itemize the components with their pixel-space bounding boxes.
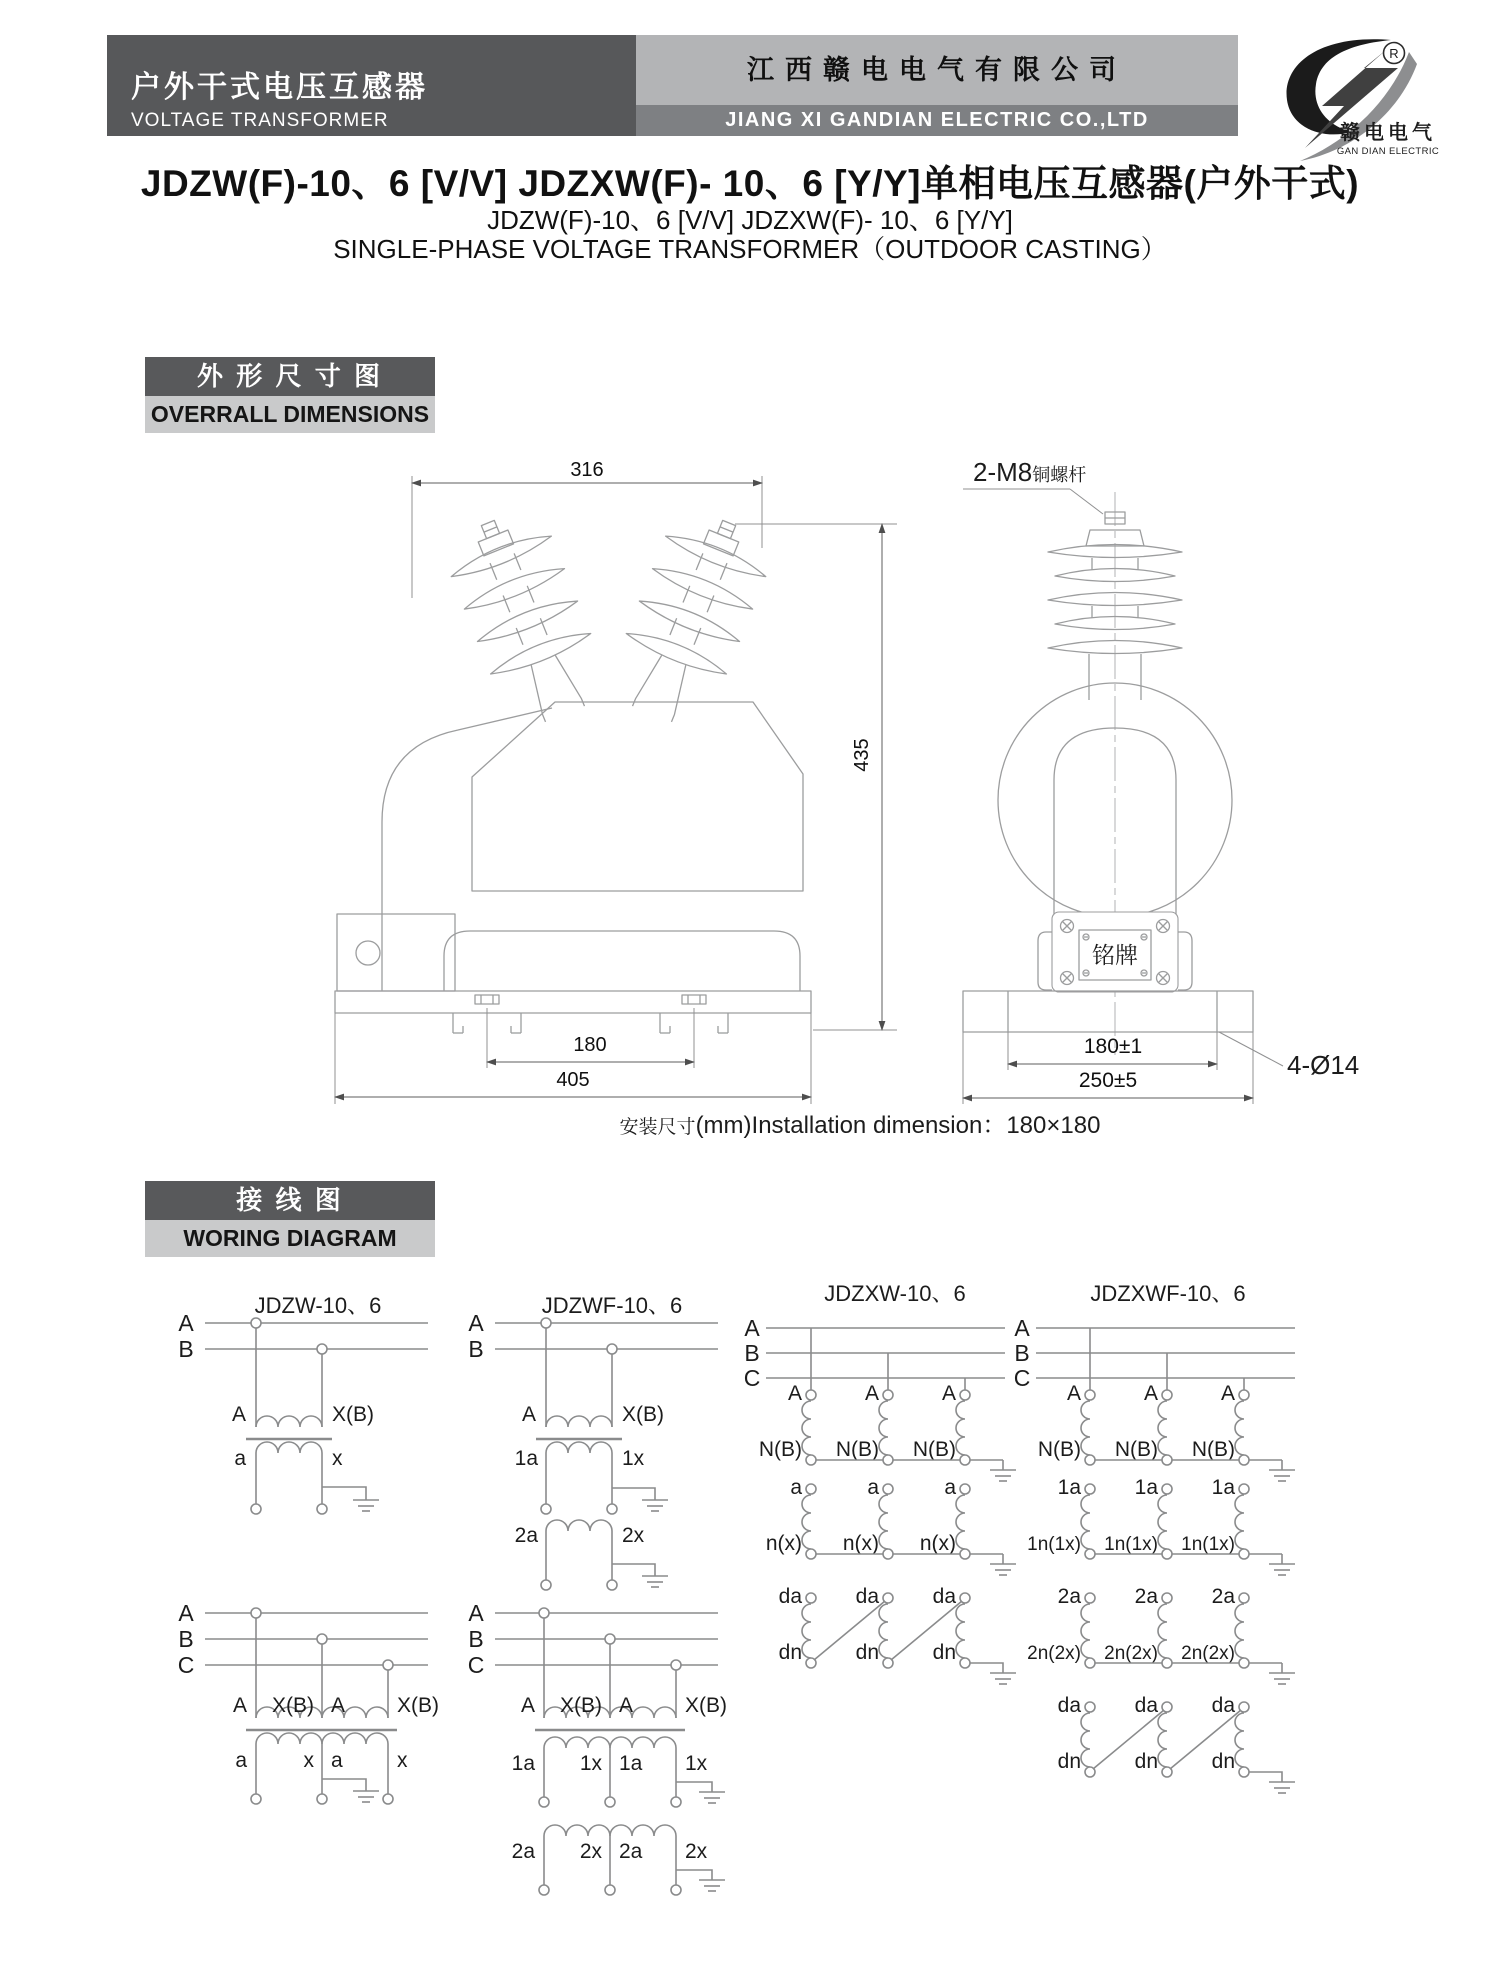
svg-text:1x: 1x xyxy=(622,1447,645,1470)
svg-text:da: da xyxy=(855,1585,879,1608)
svg-text:a: a xyxy=(867,1476,879,1499)
svg-text:dn: dn xyxy=(1211,1750,1235,1773)
svg-text:N(B): N(B) xyxy=(1114,1438,1158,1461)
svg-text:2n(2x): 2n(2x) xyxy=(1027,1643,1081,1664)
svg-text:A: A xyxy=(231,1403,246,1426)
logo-text-en: GAN DIAN ELECTRIC xyxy=(1336,146,1440,157)
svg-text:X(B): X(B) xyxy=(272,1694,314,1717)
svg-text:dn: dn xyxy=(1057,1750,1081,1773)
svg-text:A: A xyxy=(1014,1315,1030,1341)
svg-text:1n(1x): 1n(1x) xyxy=(1181,1534,1235,1555)
svg-text:X(B): X(B) xyxy=(560,1694,602,1717)
svg-text:da: da xyxy=(932,1585,956,1608)
hole-leader xyxy=(1219,1032,1359,1080)
svg-text:N(B): N(B) xyxy=(912,1438,956,1461)
product-title-en: VOLTAGE TRANSFORMER xyxy=(131,110,389,131)
svg-text:A: A xyxy=(331,1694,346,1717)
base-plate-side xyxy=(963,991,1253,1032)
svg-text:B: B xyxy=(468,1336,484,1362)
svg-text:n(x): n(x) xyxy=(765,1532,802,1555)
svg-text:2n(2x): 2n(2x) xyxy=(1104,1643,1158,1664)
transformer-body-front xyxy=(335,702,811,1013)
svg-text:A: A xyxy=(941,1382,956,1405)
svg-text:1a: 1a xyxy=(1211,1476,1235,1499)
svg-text:da: da xyxy=(1211,1694,1235,1717)
insulator-bushing-left xyxy=(438,503,615,734)
diagram-title: JDZW-10、6 xyxy=(254,1293,382,1318)
svg-text:1x: 1x xyxy=(685,1752,708,1775)
svg-text:N(B): N(B) xyxy=(1037,1438,1081,1461)
wiring-diagram-jdzwf xyxy=(468,1293,727,1895)
svg-text:dn: dn xyxy=(778,1641,802,1664)
svg-text:1x: 1x xyxy=(579,1752,602,1775)
svg-text:dn: dn xyxy=(932,1641,956,1664)
svg-text:A: A xyxy=(521,1403,536,1426)
svg-text:2a: 2a xyxy=(511,1840,535,1863)
dimension-180 xyxy=(487,1008,694,1068)
jdzxw-primary-row xyxy=(759,1382,1016,1481)
jdzxwf-aux-row xyxy=(1058,1694,1295,1793)
section-wire-title-zh: 接 线 图 xyxy=(145,1181,435,1220)
diagram-title: JDZWF-10、6 xyxy=(541,1293,683,1318)
svg-text:2a: 2a xyxy=(1057,1585,1081,1608)
svg-text:x: x xyxy=(303,1749,314,1772)
insulator-bushing-right xyxy=(602,503,779,734)
page-subtitle-model: JDZW(F)-10、6 [V/V] JDZXW(F)- 10、6 [Y/Y] xyxy=(487,205,1013,235)
svg-text:n(x): n(x) xyxy=(919,1532,956,1555)
jdzxwf-primary-row xyxy=(1038,1382,1295,1481)
svg-text:2n(2x): 2n(2x) xyxy=(1181,1643,1235,1664)
svg-text:1a: 1a xyxy=(514,1447,538,1470)
svg-text:N(B): N(B) xyxy=(835,1438,879,1461)
svg-text:a: a xyxy=(944,1476,956,1499)
svg-text:x: x xyxy=(332,1447,343,1470)
svg-text:dn: dn xyxy=(855,1641,879,1664)
svg-text:2a: 2a xyxy=(1134,1585,1158,1608)
svg-text:1a: 1a xyxy=(1134,1476,1158,1499)
svg-text:X(B): X(B) xyxy=(332,1403,374,1426)
svg-text:A: A xyxy=(864,1382,879,1405)
svg-text:A: A xyxy=(619,1694,634,1717)
svg-text:A: A xyxy=(1066,1382,1081,1405)
company-name-zh: 江西赣电电气有限公司 xyxy=(636,35,1238,105)
svg-text:x: x xyxy=(397,1749,408,1772)
registered-mark-letter: R xyxy=(1389,46,1399,61)
svg-text:A: A xyxy=(468,1310,484,1336)
svg-text:a: a xyxy=(235,1749,247,1772)
svg-text:2a: 2a xyxy=(514,1524,538,1547)
svg-text:a: a xyxy=(234,1447,246,1470)
svg-text:A: A xyxy=(787,1382,802,1405)
svg-text:dn: dn xyxy=(1134,1750,1158,1773)
svg-text:A: A xyxy=(1220,1382,1235,1405)
diagram-title: JDZXW-10、6 xyxy=(824,1281,966,1306)
svg-text:A: A xyxy=(744,1315,760,1341)
dimension-180-1 xyxy=(1008,1032,1217,1070)
wiring-diagram-jdzw xyxy=(178,1293,439,1804)
svg-text:N(B): N(B) xyxy=(1191,1438,1235,1461)
svg-text:4-Ø14: 4-Ø14 xyxy=(1287,1050,1360,1080)
svg-text:A: A xyxy=(178,1310,194,1336)
svg-text:1a: 1a xyxy=(1057,1476,1081,1499)
svg-text:2a: 2a xyxy=(619,1840,643,1863)
svg-text:N(B): N(B) xyxy=(758,1438,802,1461)
svg-text:405: 405 xyxy=(556,1069,590,1091)
nameplate-label: 铭牌 xyxy=(1092,942,1138,968)
dimension-405 xyxy=(335,1013,811,1104)
svg-text:435: 435 xyxy=(851,738,873,772)
svg-text:da: da xyxy=(778,1585,802,1608)
side-view-drawing xyxy=(963,457,1359,1104)
dimension-435 xyxy=(735,524,897,1030)
nameplate-assembly xyxy=(1038,912,1192,992)
jdzxwf-secondary1-row xyxy=(1027,1476,1295,1575)
svg-text:B: B xyxy=(178,1336,194,1362)
company-logo xyxy=(1287,39,1440,161)
svg-text:C: C xyxy=(1013,1365,1031,1391)
svg-text:1n(1x): 1n(1x) xyxy=(1104,1534,1158,1555)
svg-text:250±5: 250±5 xyxy=(1078,1069,1138,1092)
svg-text:C: C xyxy=(467,1652,485,1678)
svg-text:1a: 1a xyxy=(511,1752,535,1775)
svg-text:C: C xyxy=(743,1365,761,1391)
svg-text:A: A xyxy=(468,1600,484,1626)
svg-text:a: a xyxy=(790,1476,802,1499)
svg-text:2x: 2x xyxy=(579,1840,602,1863)
svg-text:2-M8铜螺杆: 2-M8铜螺杆 xyxy=(973,457,1087,487)
svg-text:da: da xyxy=(1057,1694,1081,1717)
svg-text:C: C xyxy=(177,1652,195,1678)
svg-text:B: B xyxy=(468,1626,484,1652)
terminal-leader xyxy=(963,457,1103,514)
svg-text:180: 180 xyxy=(573,1034,607,1056)
svg-text:2x: 2x xyxy=(622,1524,645,1547)
svg-text:B: B xyxy=(178,1626,194,1652)
jdzxwf-secondary2-row xyxy=(1027,1585,1295,1684)
company-name-en: JIANG XI GANDIAN ELECTRIC CO.,LTD xyxy=(636,105,1238,136)
svg-text:1a: 1a xyxy=(619,1752,643,1775)
svg-text:2a: 2a xyxy=(1211,1585,1235,1608)
svg-text:180±1: 180±1 xyxy=(1083,1035,1143,1058)
svg-text:2x: 2x xyxy=(685,1840,708,1863)
front-view-drawing xyxy=(335,459,897,1104)
svg-text:A: A xyxy=(1143,1382,1158,1405)
section-dim-title-zh: 外 形 尺 寸 图 xyxy=(145,357,435,396)
wiring-diagram-jdzxwf xyxy=(1014,1281,1295,1793)
diagram-title: JDZXWF-10、6 xyxy=(1090,1281,1246,1306)
page-subtitle-en: SINGLE-PHASE VOLTAGE TRANSFORMER（OUTDOOR CASTING） xyxy=(333,234,1167,264)
section-wire-title-en: WORING DIAGRAM xyxy=(145,1220,435,1257)
svg-text:n(x): n(x) xyxy=(842,1532,879,1555)
svg-text:X(B): X(B) xyxy=(397,1694,439,1717)
svg-text:1n(1x): 1n(1x) xyxy=(1027,1534,1081,1555)
logo-text-zh: 赣电电气 xyxy=(1340,122,1436,144)
jdzxw-aux-row xyxy=(779,1585,1016,1684)
svg-text:a: a xyxy=(331,1749,343,1772)
svg-text:X(B): X(B) xyxy=(622,1403,664,1426)
svg-text:A: A xyxy=(178,1600,194,1626)
svg-text:B: B xyxy=(744,1340,760,1366)
dimension-316 xyxy=(412,459,762,598)
section-dim-title-en: OVERRALL DIMENSIONS xyxy=(145,396,435,433)
svg-text:da: da xyxy=(1134,1694,1158,1717)
svg-text:B: B xyxy=(1014,1340,1030,1366)
wiring-diagram-jdzxw xyxy=(744,1281,1016,1684)
page-title: JDZW(F)-10、6 [V/V] JDZXW(F)- 10、6 [Y/Y]单相电压互感器(户外干式) xyxy=(140,163,1360,204)
svg-text:A: A xyxy=(232,1694,247,1717)
svg-text:A: A xyxy=(520,1694,535,1717)
jdzxw-secondary-row xyxy=(766,1476,1016,1575)
product-title-zh: 户外干式电压互感器 xyxy=(131,71,428,104)
installation-caption: 安装尺寸(mm)Installation dimension：180×180 xyxy=(619,1112,1101,1139)
svg-text:316: 316 xyxy=(570,459,604,481)
svg-text:X(B): X(B) xyxy=(685,1694,727,1717)
